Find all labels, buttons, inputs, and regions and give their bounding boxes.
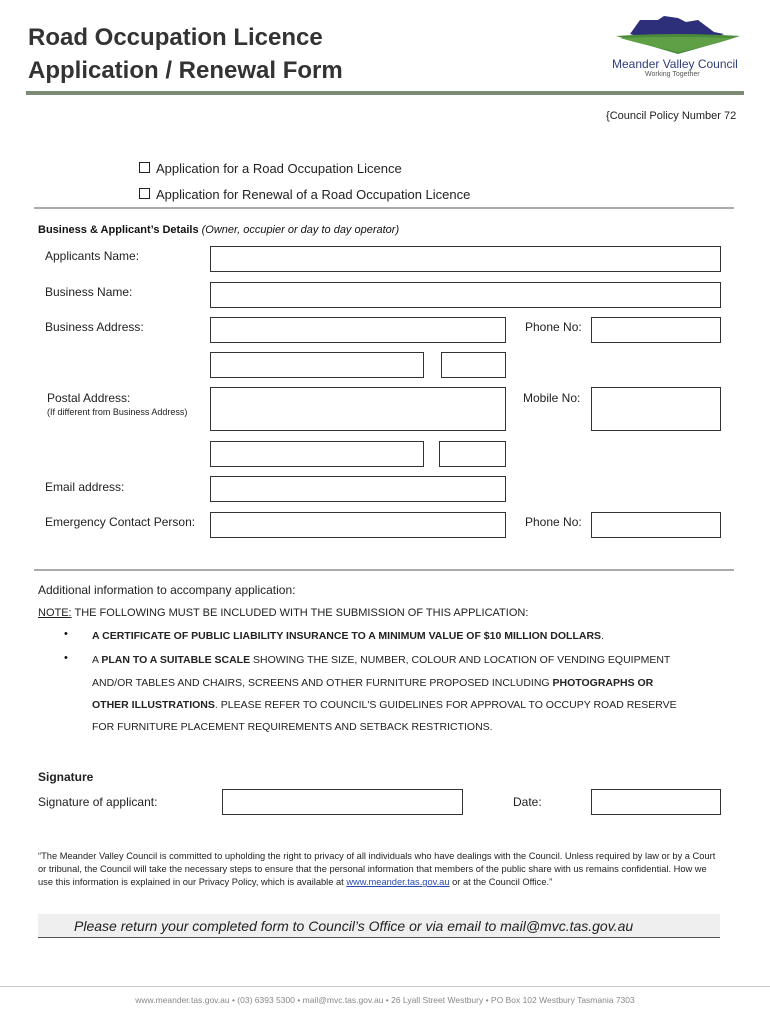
requirement-plan-line2: AND/OR TABLES AND CHAIRS, SCREENS AND OTHER FURNITURE PROPOSED INCLUDING PHOTOGRAPHS OR bbox=[92, 677, 654, 689]
additional-info-intro: Additional information to accompany application: bbox=[38, 583, 296, 597]
emergency-contact-label: Emergency Contact Person: bbox=[45, 515, 196, 529]
option-new-licence[interactable] bbox=[139, 161, 402, 176]
logo-council-name: Meander Valley Council bbox=[612, 57, 738, 71]
form-title-line2: Application / Renewal Form bbox=[28, 57, 343, 84]
form-title-line1: Road Occupation Licence bbox=[28, 24, 323, 51]
requirement-plan-line1: A PLAN TO A SUITABLE SCALE SHOWING THE SIZE, NUMBER, COLOUR AND LOCATION OF VENDING EQUIPMENT bbox=[92, 654, 671, 666]
postal-address-field-line1[interactable] bbox=[210, 387, 506, 431]
requirement-plan-line3: OTHER ILLUSTRATIONS. PLEASE REFER TO COUNCIL'S GUIDELINES FOR APPROVAL TO OCCUPY ROAD RESERVE bbox=[92, 699, 677, 711]
privacy-statement: “The Meander Valley Council is committed to upholding the right to privacy of all individuals who have dealings with the Council. Unless required by law or by a Court or tribunal, the Council will take the necessary steps to ensure that the personal information that members of the public share with us remains confidential. How we use this information is explained in our Privacy Policy, which is available at www.meander.tas.gov.au or at the Council Office.” bbox=[38, 851, 716, 887]
mobile-field[interactable] bbox=[591, 387, 721, 431]
postal-address-note: (If different from Business Address) bbox=[47, 407, 188, 417]
business-name-label: Business Name: bbox=[45, 285, 133, 299]
return-instructions: Please return your completed form to Council’s Office or via email to mail@mvc.tas.gov.au bbox=[74, 918, 634, 934]
requirement-insurance: A CERTIFICATE OF PUBLIC LIABILITY INSURANCE TO A MINIMUM VALUE OF $10 MILLION DOLLARS. bbox=[92, 630, 604, 642]
council-logo-icon bbox=[614, 14, 742, 58]
checkbox-renewal[interactable] bbox=[139, 188, 150, 199]
phone-field[interactable] bbox=[591, 317, 721, 343]
postal-postcode-field[interactable] bbox=[439, 441, 506, 467]
business-address-field-line2[interactable] bbox=[210, 352, 424, 378]
section-divider bbox=[34, 207, 734, 209]
business-postcode-field[interactable] bbox=[441, 352, 506, 378]
bullet-icon: • bbox=[64, 628, 68, 640]
emergency-phone-label: Phone No: bbox=[525, 515, 582, 529]
additional-note: NOTE: THE FOLLOWING MUST BE INCLUDED WITH THE SUBMISSION OF THIS APPLICATION: bbox=[38, 607, 529, 619]
option-renewal-label: Application for Renewal of a Road Occupation Licence bbox=[156, 187, 471, 202]
business-address-label: Business Address: bbox=[45, 320, 144, 334]
emergency-contact-field[interactable] bbox=[210, 512, 506, 538]
postal-address-field-line2[interactable] bbox=[210, 441, 424, 467]
header-divider bbox=[26, 91, 744, 95]
checkbox-new-licence[interactable] bbox=[139, 162, 150, 173]
signature-field[interactable] bbox=[222, 789, 463, 815]
option-new-licence-label: Application for a Road Occupation Licence bbox=[156, 161, 402, 176]
policy-number: {Council Policy Number 72 bbox=[606, 110, 737, 122]
signature-heading: Signature bbox=[38, 770, 94, 784]
email-label: Email address: bbox=[45, 480, 125, 494]
section-divider bbox=[34, 569, 734, 571]
emergency-phone-field[interactable] bbox=[591, 512, 721, 538]
requirement-plan-line4: FOR FURNITURE PLACEMENT REQUIREMENTS AND SETBACK RESTRICTIONS. bbox=[92, 721, 493, 733]
signature-label: Signature of applicant: bbox=[38, 795, 158, 809]
mobile-label: Mobile No: bbox=[523, 391, 581, 405]
footer-divider bbox=[0, 986, 770, 987]
details-heading: Business & Applicant’s Details (Owner, occupier or day to day operator) bbox=[38, 224, 400, 236]
council-website-link[interactable]: www.meander.tas.gov.au bbox=[346, 877, 450, 887]
date-label: Date: bbox=[513, 795, 542, 809]
applicants-name-field[interactable] bbox=[210, 246, 721, 272]
phone-label: Phone No: bbox=[525, 320, 582, 334]
business-address-field-line1[interactable] bbox=[210, 317, 506, 343]
applicants-name-label: Applicants Name: bbox=[45, 249, 140, 263]
bullet-icon: • bbox=[64, 652, 68, 664]
postal-address-label: Postal Address: bbox=[47, 391, 131, 405]
option-renewal[interactable] bbox=[139, 187, 470, 202]
business-name-field[interactable] bbox=[210, 282, 721, 308]
footer-contact: www.meander.tas.gov.au • (03) 6393 5300 • mail@mvc.tas.gov.au • 26 Lyall Street Westbury • PO Box 102 Westbury Tasmania 7303 bbox=[135, 995, 635, 1005]
date-field[interactable] bbox=[591, 789, 721, 815]
logo-tagline: Working Together bbox=[645, 71, 700, 78]
email-field[interactable] bbox=[210, 476, 506, 502]
